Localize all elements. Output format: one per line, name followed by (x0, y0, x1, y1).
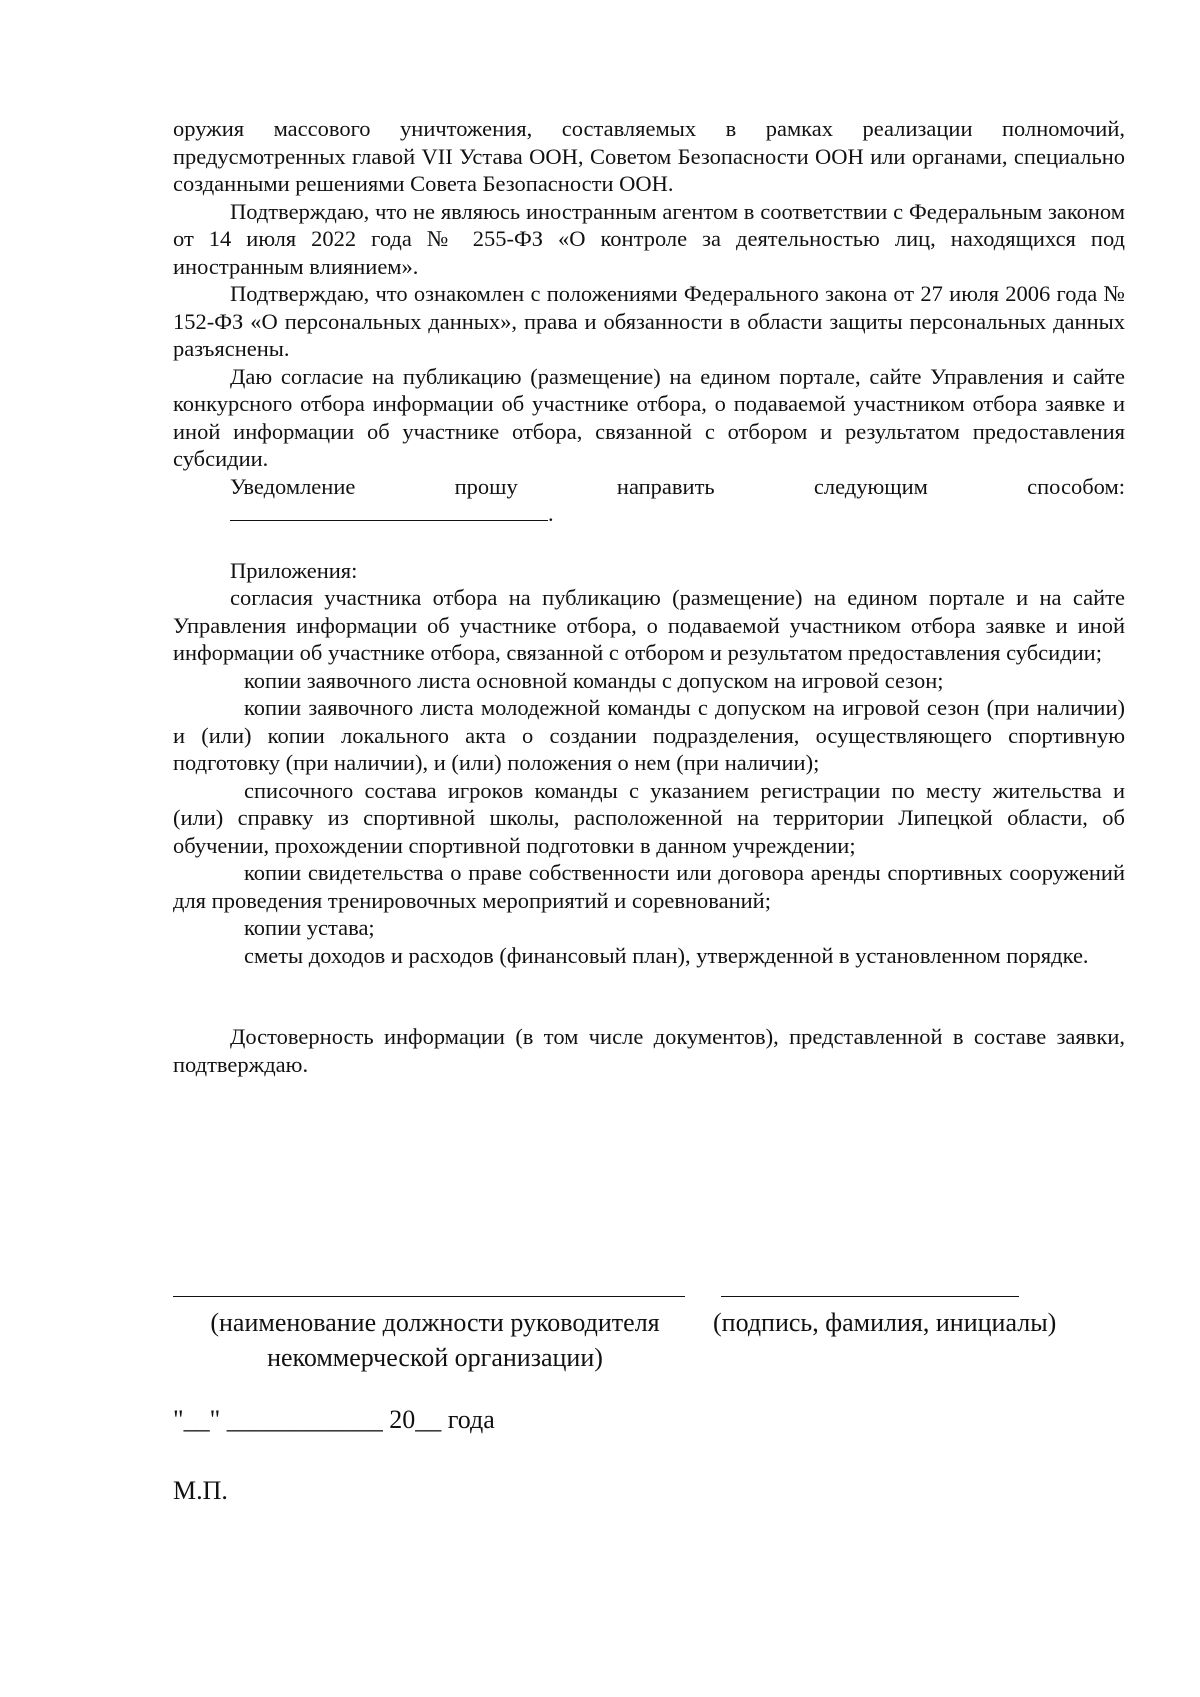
paragraph-publication-consent: Даю согласие на публикацию (размещение) на едином портале, сайте Управления и сайте конкурсного отбора информации об участнике отбора, о подаваемой участником отбора заявке и иной информации об участнике отбора, связанной с отбором и результатом предоставления субсидии. (173, 363, 1125, 471)
attachment-item: копии заявочного листа молодежной команды с допуском на игровой сезон (при наличии) и (или) копии локального акта о создании подразделения, осуществляющего спортивную подготовку (при наличии), и (или) положения о нем (при наличии); (173, 695, 1125, 775)
blank-underline (230, 500, 548, 521)
position-caption-line2: некоммерческой организации) (267, 1343, 603, 1372)
paragraph-foreign-agent: Подтверждаю, что не являюсь иностранным агентом в соответствии с Федеральным законом от 14 июля 2022 года № 255-ФЗ «О контроле за деятельностью лиц, находящихся под иностранным влиянием». (173, 198, 1125, 279)
notice-word: следующим (813, 473, 928, 499)
notice-word: способом: (1027, 473, 1125, 499)
signature-block (173, 1296, 1125, 1396)
attachment-item: копии устава; (244, 915, 375, 940)
paragraph-confirmation: Достоверность информации (в том числе документов), представленной в составе заявки, подтверждаю. (173, 1024, 1125, 1077)
attachment-item: сметы доходов и расходов (финансовый план), утвержденной в установленном порядке. (244, 942, 1089, 968)
attachment-item: списочного состава игроков команды с указанием регистрации по месту жительства и (или) справку из спортивной школы, расположенной на территории Липецкой области, об обучении, прохождении спортивной подготовки в данном учреждении; (173, 777, 1125, 858)
paragraph-personal-data: Подтверждаю, что ознакомлен с положениями Федерального закона от 27 июля 2006 года № 152-ФЗ «О персональных данных», права и обязанности в области защиты персональных данных разъяснены. (173, 281, 1125, 361)
notice-word: Уведомление (230, 473, 356, 499)
position-caption (185, 1305, 685, 1375)
notice-method-line (173, 473, 1125, 501)
attachment-item: согласия участника отбора на публикацию (размещение) на едином портале и на сайте Управления информации об участнике отбора, о подаваемой участником отбора заявке и иной информации об участнике отбора, связанной с отбором и результатом предоставления субсидии; (173, 585, 1125, 665)
blank-end-period: . (548, 501, 554, 526)
paragraph-weapons-lists: оружия массового уничтожения, составляемых в рамках реализации полномочий, предусмотренных главой VII Устава ООН, Советом Безопасности ООН или органами, специально созданными решениями Совета Безопасности ООН. (173, 116, 1125, 196)
attachment-item: копии заявочного листа основной команды с допуском на игровой сезон; (244, 667, 944, 693)
notice-word: прошу (454, 473, 518, 499)
attachment-item: копии свидетельства о праве собственности или договора аренды спортивных сооружений для проведения тренировочных мероприятий и соревнований; (173, 860, 1125, 913)
document-body (173, 115, 1125, 1078)
notice-method-blank (230, 500, 1125, 528)
position-signature-line (173, 1296, 685, 1297)
position-caption-line1: (наименование должности руководителя (210, 1308, 660, 1337)
stamp-place: М.П. (173, 1476, 228, 1505)
attachments-title: Приложения: (230, 557, 358, 583)
date-line: "__" ____________ 20__ года (173, 1405, 495, 1434)
signature-caption: (подпись, фамилия, инициалы) (713, 1308, 1057, 1337)
notice-word: направить (616, 473, 715, 499)
name-signature-line (721, 1296, 1019, 1297)
